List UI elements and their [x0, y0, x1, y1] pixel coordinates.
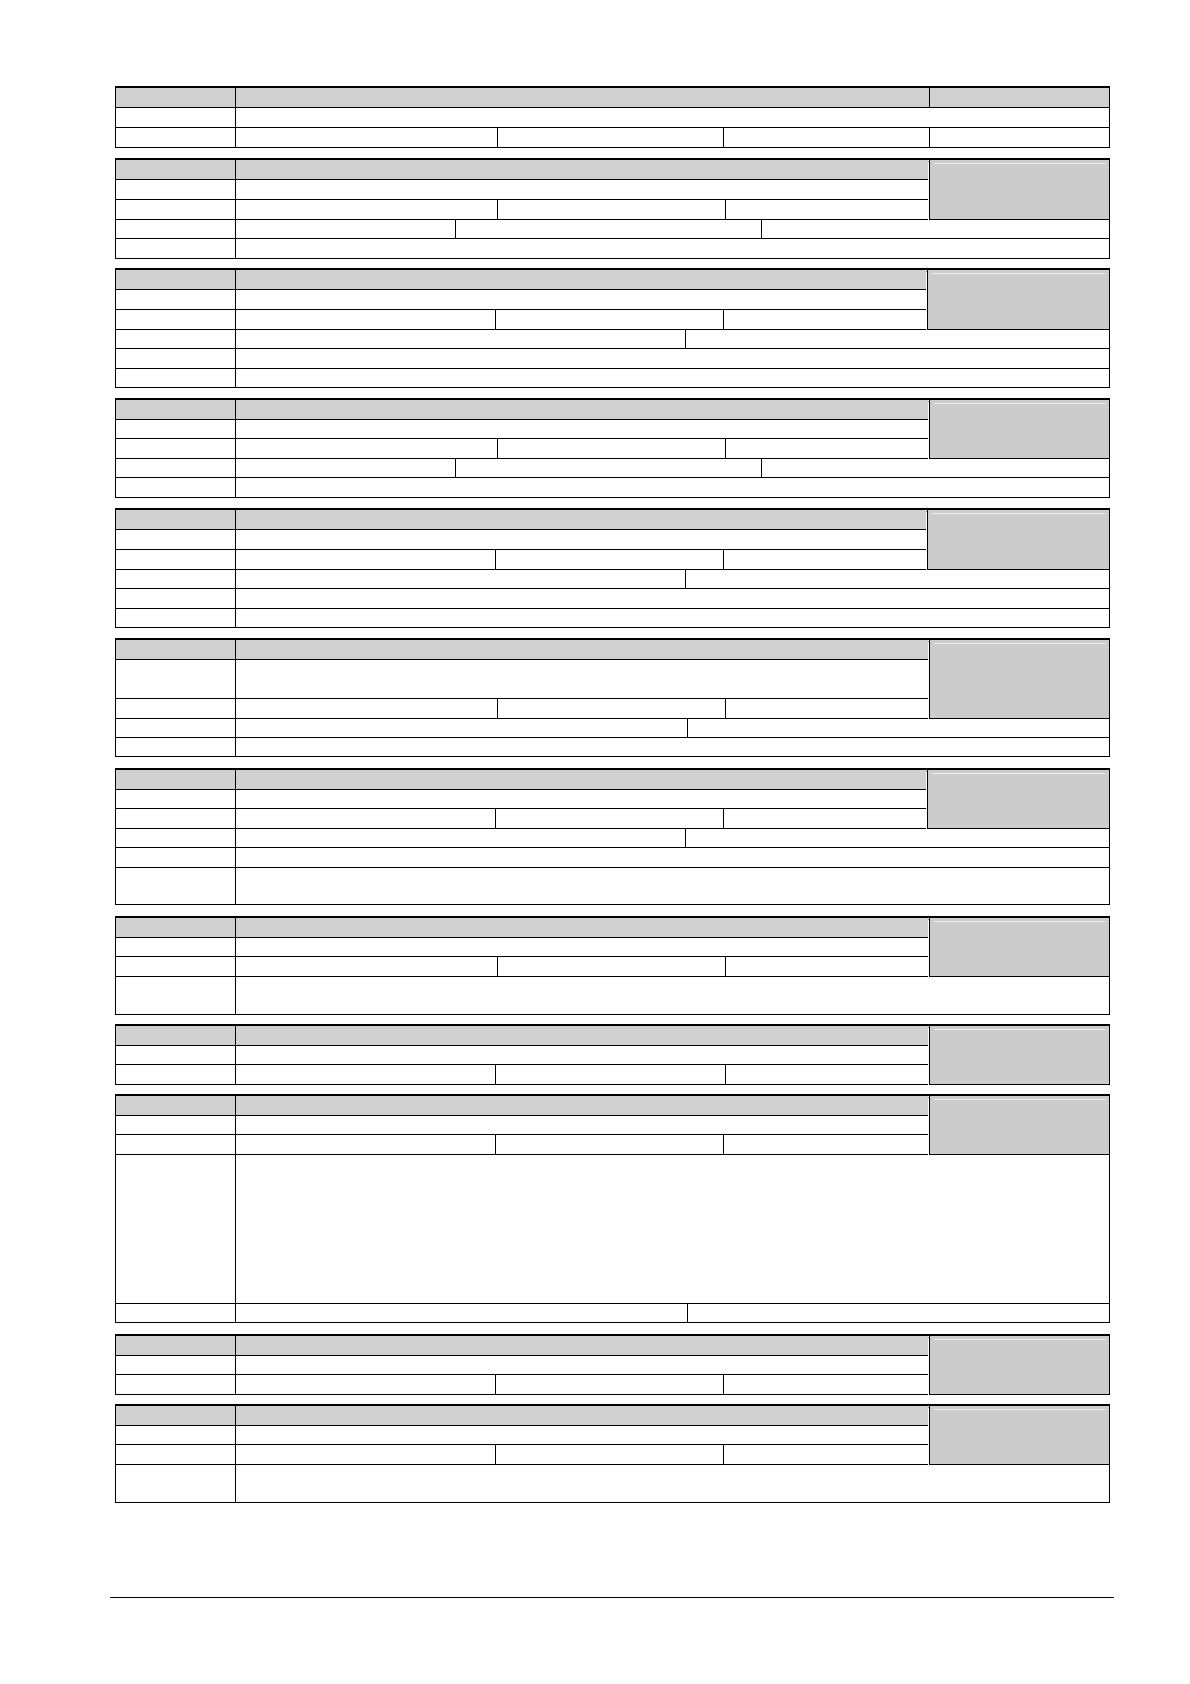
block-header-row: [116, 1096, 928, 1116]
form-row: [116, 1304, 1109, 1323]
block-header-row: [116, 400, 928, 420]
block-shaded-panel: [929, 1026, 1109, 1085]
footer-rule: [110, 1597, 1114, 1598]
form-row: [116, 1375, 928, 1395]
form-row: [116, 938, 928, 957]
form-block-6: [115, 638, 1110, 757]
form-row: [116, 589, 1109, 609]
form-block-12: [115, 1404, 1110, 1503]
form-row: [116, 369, 1109, 388]
form-row: [116, 977, 1109, 1015]
form-row: [116, 349, 1109, 369]
form-row: [116, 1426, 928, 1445]
form-row: [116, 459, 1109, 478]
form-row: [116, 829, 1109, 848]
form-block-5: [115, 508, 1110, 628]
form-row: [116, 809, 926, 829]
block-header-row: [116, 770, 926, 790]
block-shaded-panel: [927, 510, 1109, 570]
form-row: [116, 478, 1109, 498]
form-row: [116, 957, 928, 977]
form-block-1: [115, 86, 1110, 148]
block-shaded-panel: [929, 918, 1109, 977]
form-row: [116, 719, 1109, 738]
form-row: [116, 868, 1109, 905]
form-row: [116, 108, 1109, 128]
form-row: [116, 738, 1109, 757]
form-row: [116, 239, 1109, 259]
form-row: [116, 660, 928, 699]
block-shaded-panel: [929, 160, 1109, 220]
block-header-row: [116, 918, 928, 938]
block-header-row: [116, 510, 926, 530]
block-header-row: [116, 160, 928, 180]
block-header-row: [116, 88, 1109, 108]
form-row: [116, 609, 1109, 628]
form-row: [116, 570, 1109, 589]
form-block-3: [115, 268, 1110, 388]
form-row: [116, 1155, 1109, 1304]
form-row: [116, 1356, 928, 1375]
form-row: [116, 220, 1109, 239]
form-row: [116, 1116, 928, 1135]
block-header-row: [116, 1406, 928, 1426]
form-row: [116, 699, 928, 719]
block-shaded-panel: [929, 1406, 1109, 1465]
block-header-row: [116, 270, 926, 290]
block-header-row: [116, 1026, 928, 1046]
form-block-9: [115, 1024, 1110, 1085]
form-row: [116, 1445, 928, 1465]
form-block-8: [115, 916, 1110, 1015]
block-header-row: [116, 640, 928, 660]
block-shaded-panel: [929, 1096, 1109, 1155]
form-row: [116, 439, 928, 459]
form-block-11: [115, 1334, 1110, 1395]
form-row: [116, 1065, 928, 1085]
form-row: [116, 848, 1109, 868]
block-shaded-panel: [927, 270, 1109, 330]
form-row: [116, 530, 926, 550]
form-row: [116, 1465, 1109, 1503]
form-row: [116, 420, 928, 439]
block-shaded-panel: [927, 770, 1109, 829]
form-row: [116, 330, 1109, 349]
block-header-row: [116, 1336, 928, 1356]
block-shaded-panel: [929, 400, 1109, 459]
form-row: [116, 1046, 928, 1065]
form-row: [116, 310, 926, 330]
form-row: [116, 1135, 928, 1155]
form-row: [116, 550, 926, 570]
form-row: [116, 200, 928, 220]
form-block-10: [115, 1094, 1110, 1323]
block-shaded-panel: [929, 640, 1109, 719]
form-row: [116, 128, 1109, 148]
form-row: [116, 790, 926, 809]
form-block-4: [115, 398, 1110, 498]
form-row: [116, 290, 926, 310]
form-block-2: [115, 158, 1110, 259]
form-row: [116, 180, 928, 200]
block-shaded-panel: [929, 1336, 1109, 1395]
form-block-7: [115, 768, 1110, 905]
